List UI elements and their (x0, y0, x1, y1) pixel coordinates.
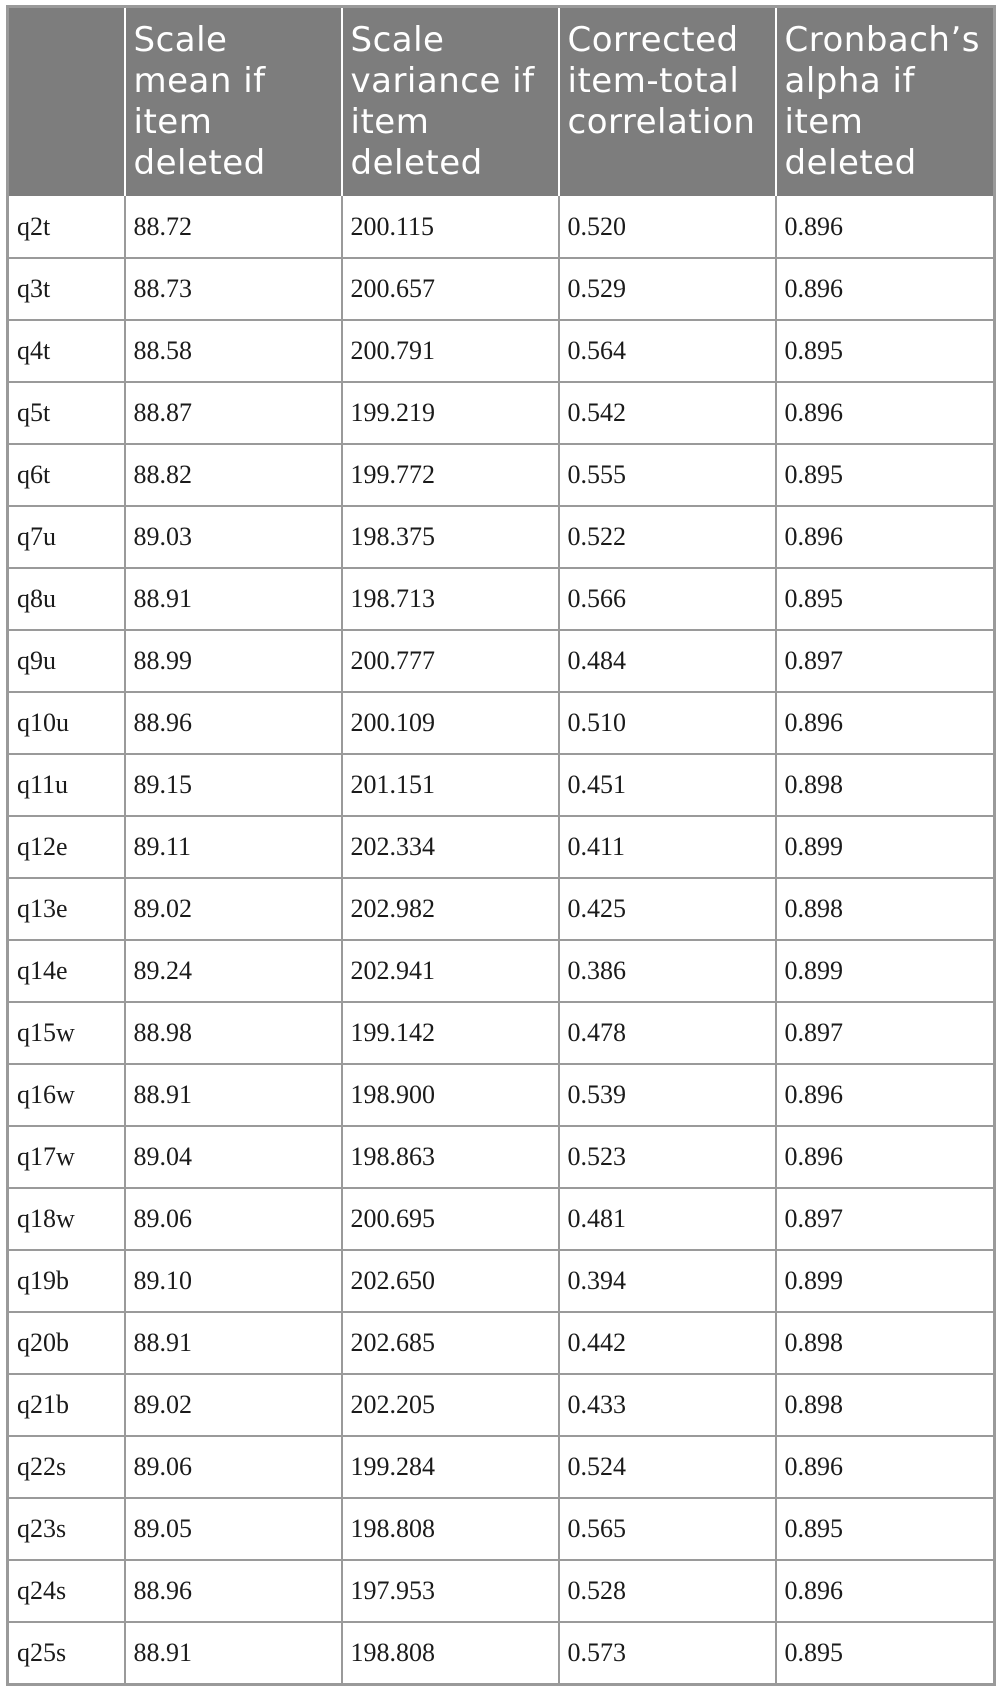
scale-mean-cell: 88.72 (125, 196, 342, 258)
alpha-cell: 0.897 (776, 630, 995, 692)
scale-mean-cell: 88.99 (125, 630, 342, 692)
item-cell: q11u (8, 754, 125, 816)
table-row (8, 1374, 995, 1436)
item-cell: q18w (8, 1188, 125, 1250)
alpha-cell: 0.896 (776, 196, 995, 258)
item-cell: q4t (8, 320, 125, 382)
alpha-cell: 0.897 (776, 1002, 995, 1064)
item-cell: q24s (8, 1560, 125, 1622)
table-row (8, 320, 995, 382)
alpha-cell: 0.895 (784, 1637, 843, 1667)
scale-variance-cell: 200.791 (342, 320, 559, 382)
scale-mean-cell: 88.91 (125, 1064, 342, 1126)
scale-variance-cell: 200.115 (342, 196, 559, 258)
table-row (8, 1250, 995, 1312)
item-cell: q20b (8, 1312, 125, 1374)
scale-variance-cell: 198.808 (342, 1498, 559, 1560)
scale-mean-cell: 88.73 (125, 258, 342, 320)
scale-variance-cell: 198.808 (342, 1622, 559, 1684)
correlation-cell: 0.565 (559, 1498, 776, 1560)
scale-mean-cell: 88.87 (125, 382, 342, 444)
alpha-cell: 0.898 (776, 1312, 995, 1374)
table-row (8, 816, 995, 878)
item-cell: q8u (8, 568, 125, 630)
scale-mean-cell: 89.04 (125, 1126, 342, 1188)
scale-variance-cell: 199.284 (342, 1436, 559, 1498)
scale-mean-cell: 89.10 (125, 1250, 342, 1312)
scale-variance-cell: 201.151 (342, 754, 559, 816)
table-row (8, 630, 995, 692)
alpha-cell: 0.896 (776, 1436, 995, 1498)
correlation-cell: 0.520 (559, 196, 776, 258)
item-cell: q10u (8, 692, 125, 754)
alpha-cell: 0.898 (776, 754, 995, 816)
correlation-cell: 0.386 (559, 940, 776, 1002)
item-cell: q14e (8, 940, 125, 1002)
scale-variance-cell: 202.982 (342, 878, 559, 940)
table-row (8, 196, 995, 258)
scale-mean-cell: 89.24 (125, 940, 342, 1002)
item-cell: q21b (8, 1374, 125, 1436)
alpha-cell: 0.899 (776, 1250, 995, 1312)
correlation-cell: 0.566 (559, 568, 776, 630)
table-row (8, 1498, 995, 1560)
table-row (8, 940, 995, 1002)
correlation-cell: 0.524 (559, 1436, 776, 1498)
scale-variance-cell: 199.142 (342, 1002, 559, 1064)
alpha-cell: 0.896 (776, 382, 995, 444)
correlation-cell: 0.425 (559, 878, 776, 940)
correlation-cell: 0.394 (559, 1250, 776, 1312)
header-cronbach-alpha: Cronbach’s alpha if item deleted (776, 7, 995, 197)
alpha-cell: 0.899 (776, 816, 995, 878)
alpha-cell: 0.898 (776, 878, 995, 940)
header-scale-mean: Scale mean if item deleted (125, 7, 342, 197)
correlation-cell: 0.523 (559, 1126, 776, 1188)
scale-mean-cell: 88.98 (125, 1002, 342, 1064)
item-cell: q3t (8, 258, 125, 320)
correlation-cell: 0.573 (559, 1622, 776, 1684)
scale-mean-cell: 88.58 (125, 320, 342, 382)
alpha-cell: 0.895 (776, 320, 995, 382)
correlation-cell: 0.510 (559, 692, 776, 754)
table-row (8, 1002, 995, 1064)
scale-mean-cell: 88.96 (125, 1560, 342, 1622)
table-row (8, 506, 995, 568)
scale-mean-cell: 88.96 (125, 692, 342, 754)
scale-variance-cell: 197.953 (342, 1560, 559, 1622)
table-row (8, 754, 995, 816)
scale-mean-cell: 89.03 (125, 506, 342, 568)
alpha-cell: 0.895 (776, 568, 995, 630)
scale-variance-cell: 198.863 (342, 1126, 559, 1188)
scale-mean-cell: 89.06 (125, 1436, 342, 1498)
correlation-cell: 0.529 (559, 258, 776, 320)
scale-variance-cell: 200.695 (342, 1188, 559, 1250)
correlation-cell: 0.555 (559, 444, 776, 506)
correlation-cell: 0.484 (559, 630, 776, 692)
table-row (8, 258, 995, 320)
alpha-cell: 0.896 (776, 1560, 995, 1622)
alpha-cell: 0.896 (776, 258, 995, 320)
scale-variance-cell: 198.900 (342, 1064, 559, 1126)
scale-variance-cell: 198.375 (342, 506, 559, 568)
item-cell: q7u (8, 506, 125, 568)
alpha-cell: 0.896 (776, 692, 995, 754)
item-cell: q6t (8, 444, 125, 506)
table-row (8, 692, 995, 754)
scale-mean-cell: 89.06 (125, 1188, 342, 1250)
correlation-cell: 0.478 (559, 1002, 776, 1064)
alpha-cell: 0.897 (776, 1188, 995, 1250)
correlation-cell: 0.542 (559, 382, 776, 444)
item-statistics-table (6, 5, 996, 1686)
correlation-cell: 0.539 (559, 1064, 776, 1126)
scale-mean-cell: 88.91 (125, 1622, 342, 1684)
item-statistics-table-wrapper (6, 5, 996, 1686)
header-row (8, 7, 995, 197)
alpha-cell: 0.898 (776, 1374, 995, 1436)
correlation-cell: 0.451 (559, 754, 776, 816)
table-row (8, 1126, 995, 1188)
item-cell: q23s (8, 1498, 125, 1560)
scale-variance-cell: 200.657 (342, 258, 559, 320)
item-cell: q25s (8, 1622, 125, 1684)
scale-variance-cell: 202.685 (342, 1312, 559, 1374)
scale-variance-cell: 202.334 (342, 816, 559, 878)
scale-variance-cell: 202.205 (342, 1374, 559, 1436)
correlation-cell: 0.481 (559, 1188, 776, 1250)
scale-mean-cell: 88.91 (125, 568, 342, 630)
scale-mean-cell: 89.15 (125, 754, 342, 816)
table-row (8, 444, 995, 506)
item-cell: q9u (8, 630, 125, 692)
scale-variance-cell: 202.650 (342, 1250, 559, 1312)
correlation-cell: 0.522 (559, 506, 776, 568)
scale-variance-cell: 202.941 (342, 940, 559, 1002)
table-row (8, 1064, 995, 1126)
correlation-cell: 0.411 (559, 816, 776, 878)
item-cell: q15w (8, 1002, 125, 1064)
table-header (8, 7, 995, 197)
alpha-cell: 0.895 (776, 1498, 995, 1560)
header-item-total-correlation: Corrected item-total correlation (559, 7, 776, 197)
correlation-cell: 0.442 (559, 1312, 776, 1374)
header-scale-variance: Scale variance if item deleted (342, 7, 559, 197)
scale-mean-cell: 89.02 (125, 1374, 342, 1436)
scale-variance-cell: 200.109 (342, 692, 559, 754)
table-body (8, 196, 995, 1684)
scale-variance-cell: 200.777 (342, 630, 559, 692)
alpha-cell: 0.895 (776, 444, 995, 506)
table-row (8, 1622, 995, 1684)
item-cell: q13e (8, 878, 125, 940)
scale-variance-cell: 198.713 (342, 568, 559, 630)
correlation-cell: 0.528 (559, 1560, 776, 1622)
scale-mean-cell: 88.91 (125, 1312, 342, 1374)
scale-mean-cell: 89.02 (125, 878, 342, 940)
item-cell: q12e (8, 816, 125, 878)
table-row (8, 382, 995, 444)
table-row (8, 568, 995, 630)
correlation-cell: 0.564 (559, 320, 776, 382)
item-cell: q5t (8, 382, 125, 444)
table-row (8, 1188, 995, 1250)
scale-variance-cell: 199.219 (342, 382, 559, 444)
table-row (8, 878, 995, 940)
alpha-cell: 0.896 (776, 1126, 995, 1188)
item-cell: q17w (8, 1126, 125, 1188)
item-cell: q2t (8, 196, 125, 258)
correlation-cell: 0.433 (559, 1374, 776, 1436)
item-cell: q19b (8, 1250, 125, 1312)
table-row (8, 1312, 995, 1374)
scale-mean-cell: 88.82 (125, 444, 342, 506)
item-cell: q22s (8, 1436, 125, 1498)
header-item (8, 7, 125, 197)
scale-variance-cell: 199.772 (342, 444, 559, 506)
scale-mean-cell: 89.11 (125, 816, 342, 878)
alpha-cell: 0.899 (776, 940, 995, 1002)
table-row (8, 1560, 995, 1622)
table-row (8, 1436, 995, 1498)
scale-mean-cell: 89.05 (125, 1498, 342, 1560)
item-cell: q16w (8, 1064, 125, 1126)
alpha-cell: 0.896 (776, 506, 995, 568)
alpha-cell: 0.896 (776, 1064, 995, 1126)
